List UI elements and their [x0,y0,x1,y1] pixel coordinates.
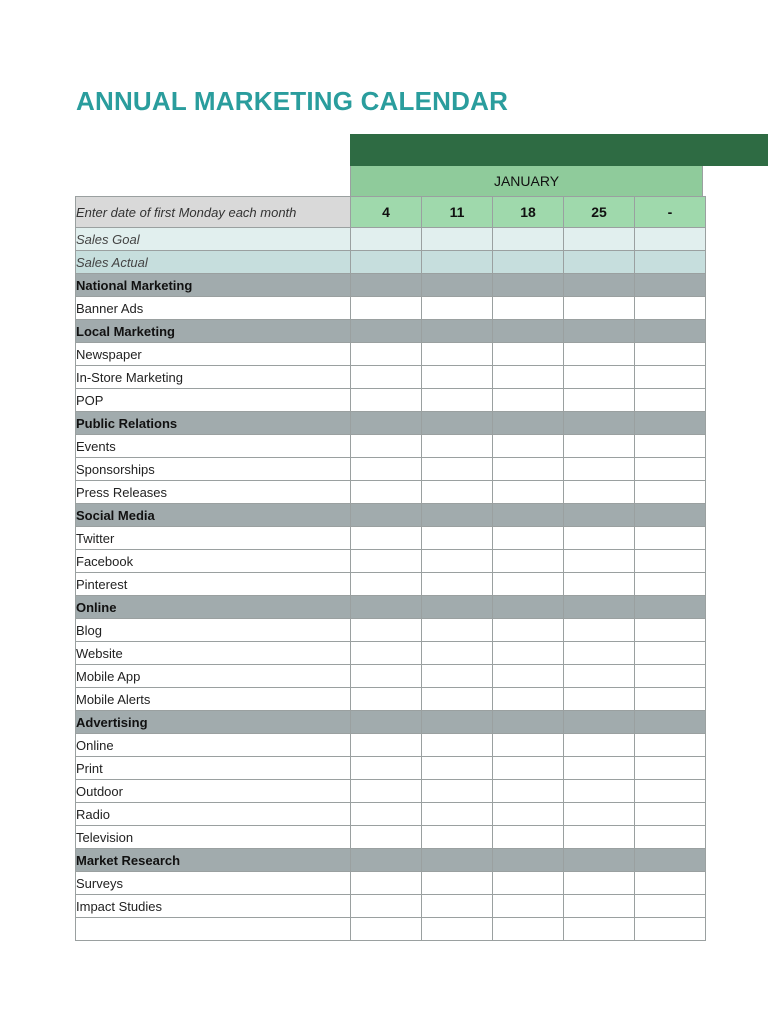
week-cell[interactable] [351,412,422,435]
week-cell[interactable] [635,550,706,573]
table-row [76,665,706,688]
date-cell[interactable]: - [635,197,706,228]
week-cell[interactable] [635,366,706,389]
week-cell[interactable] [493,412,564,435]
week-cell[interactable] [493,274,564,297]
week-cell[interactable] [351,573,422,596]
date-row-label: Enter date of first Monday each month [76,197,351,228]
week-cell[interactable] [351,642,422,665]
section-row [76,274,706,297]
table-row [76,918,706,941]
week-cell[interactable] [564,343,635,366]
page-title: ANNUAL MARKETING CALENDAR [76,86,509,116]
week-cell[interactable] [422,504,493,527]
week-cell[interactable] [493,550,564,573]
week-cell[interactable] [422,849,493,872]
week-cell[interactable] [422,573,493,596]
week-cell[interactable] [351,849,422,872]
week-cell[interactable] [422,320,493,343]
section-row [76,320,706,343]
table-row [76,780,706,803]
week-cell[interactable] [422,918,493,941]
month-header: JANUARY [350,166,703,196]
date-cell[interactable]: 11 [422,197,493,228]
week-cell[interactable] [493,297,564,320]
week-cell[interactable] [422,343,493,366]
week-cell[interactable] [564,527,635,550]
table-row [76,872,706,895]
week-cell[interactable] [635,895,706,918]
table-row [76,550,706,573]
section-row [76,849,706,872]
row-label: POP [76,389,351,412]
week-cell[interactable] [493,895,564,918]
table-row [76,642,706,665]
row-label: Mobile App [76,665,351,688]
section-label: Advertising [76,711,351,734]
row-label: Outdoor [76,780,351,803]
week-cell[interactable] [422,665,493,688]
row-label: Press Releases [76,481,351,504]
week-cell[interactable] [564,780,635,803]
row-label: Mobile Alerts [76,688,351,711]
date-cell[interactable]: 18 [493,197,564,228]
section-label: Online [76,596,351,619]
row-label: Sales Actual [76,251,351,274]
week-cell[interactable] [635,481,706,504]
week-cell[interactable] [564,389,635,412]
week-cell[interactable] [422,688,493,711]
week-cell[interactable] [422,274,493,297]
week-cell[interactable] [351,665,422,688]
week-cell[interactable] [422,895,493,918]
week-cell[interactable] [493,573,564,596]
week-cell[interactable] [635,527,706,550]
week-cell[interactable] [351,504,422,527]
week-cell[interactable] [351,343,422,366]
week-cell[interactable] [422,757,493,780]
section-label: National Marketing [76,274,351,297]
week-cell[interactable] [422,435,493,458]
section-row [76,596,706,619]
table-row [76,803,706,826]
week-cell[interactable] [493,389,564,412]
week-cell[interactable] [635,274,706,297]
row-label: Surveys [76,872,351,895]
week-cell[interactable] [422,458,493,481]
week-cell[interactable] [635,665,706,688]
week-cell[interactable] [422,481,493,504]
row-label: Television [76,826,351,849]
section-label: Public Relations [76,412,351,435]
week-cell[interactable] [351,527,422,550]
week-cell[interactable] [564,619,635,642]
row-label: Blog [76,619,351,642]
week-cell[interactable] [493,435,564,458]
week-cell[interactable] [635,757,706,780]
week-cell[interactable] [635,780,706,803]
week-cell[interactable] [564,228,635,251]
week-cell[interactable] [351,297,422,320]
week-cell[interactable] [635,343,706,366]
week-cell[interactable] [564,872,635,895]
week-cell[interactable] [351,619,422,642]
week-cell[interactable] [351,734,422,757]
week-cell[interactable] [422,412,493,435]
week-cell[interactable] [493,228,564,251]
row-label: Newspaper [76,343,351,366]
week-cell[interactable] [635,688,706,711]
week-cell[interactable] [493,665,564,688]
week-cell[interactable] [351,366,422,389]
week-cell[interactable] [564,435,635,458]
week-cell[interactable] [493,918,564,941]
week-cell[interactable] [422,389,493,412]
table-row [76,481,706,504]
section-label: Local Marketing [76,320,351,343]
week-cell[interactable] [493,251,564,274]
week-cell[interactable] [422,619,493,642]
week-cell[interactable] [422,550,493,573]
week-cell[interactable] [422,642,493,665]
week-cell[interactable] [635,596,706,619]
week-cell[interactable] [564,734,635,757]
week-cell[interactable] [351,481,422,504]
week-cell[interactable] [493,596,564,619]
week-cell[interactable] [493,527,564,550]
row-label: Events [76,435,351,458]
week-cell[interactable] [351,803,422,826]
row-label: Sales Goal [76,228,351,251]
week-cell[interactable] [422,297,493,320]
week-cell[interactable] [351,826,422,849]
row-label: Print [76,757,351,780]
calendar-table [75,196,706,941]
week-cell[interactable] [635,389,706,412]
week-cell[interactable] [564,251,635,274]
section-label: Social Media [76,504,351,527]
week-cell[interactable] [422,734,493,757]
row-label: Pinterest [76,573,351,596]
week-cell[interactable] [493,458,564,481]
row-label: In-Store Marketing [76,366,351,389]
week-cell[interactable] [351,274,422,297]
week-cell[interactable] [351,711,422,734]
week-cell[interactable] [564,366,635,389]
week-cell[interactable] [635,734,706,757]
week-cell[interactable] [493,872,564,895]
week-cell[interactable] [635,228,706,251]
week-cell[interactable] [493,826,564,849]
week-cell[interactable] [351,688,422,711]
week-cell[interactable] [564,803,635,826]
week-cell[interactable] [635,320,706,343]
week-cell[interactable] [564,665,635,688]
actual-row [76,251,706,274]
week-cell[interactable] [564,504,635,527]
week-cell[interactable] [564,826,635,849]
week-cell[interactable] [351,389,422,412]
week-cell[interactable] [564,481,635,504]
week-cell[interactable] [635,803,706,826]
week-cell[interactable] [493,320,564,343]
week-cell[interactable] [635,412,706,435]
week-cell[interactable] [351,895,422,918]
week-cell[interactable] [635,849,706,872]
week-cell[interactable] [564,849,635,872]
table-row [76,734,706,757]
table-row [76,343,706,366]
table-row [76,389,706,412]
week-cell[interactable] [564,688,635,711]
table-row [76,573,706,596]
week-cell[interactable] [351,596,422,619]
week-cell[interactable] [351,320,422,343]
week-cell[interactable] [422,251,493,274]
week-cell[interactable] [422,228,493,251]
week-cell[interactable] [351,550,422,573]
date-cell[interactable]: 4 [351,197,422,228]
week-cell[interactable] [351,251,422,274]
section-row [76,504,706,527]
week-cell[interactable] [493,504,564,527]
row-label [76,918,351,941]
table-row [76,895,706,918]
week-cell[interactable] [635,826,706,849]
week-cell[interactable] [635,642,706,665]
week-cell[interactable] [351,458,422,481]
week-cell[interactable] [422,826,493,849]
week-cell[interactable] [493,481,564,504]
date-cell[interactable]: 25 [564,197,635,228]
week-cell[interactable] [351,918,422,941]
week-cell[interactable] [493,688,564,711]
week-cell[interactable] [564,550,635,573]
week-cell[interactable] [564,274,635,297]
week-cell[interactable] [564,642,635,665]
week-cell[interactable] [422,872,493,895]
week-cell[interactable] [635,619,706,642]
row-label: Facebook [76,550,351,573]
week-cell[interactable] [564,895,635,918]
week-cell[interactable] [635,297,706,320]
table-row [76,688,706,711]
table-row [76,366,706,389]
row-label: Impact Studies [76,895,351,918]
week-cell[interactable] [635,872,706,895]
section-row [76,412,706,435]
table-row [76,435,706,458]
week-cell[interactable] [493,734,564,757]
week-cell[interactable] [493,711,564,734]
week-cell[interactable] [422,596,493,619]
week-cell[interactable] [422,527,493,550]
week-cell[interactable] [351,757,422,780]
row-label: Sponsorships [76,458,351,481]
week-cell[interactable] [422,711,493,734]
row-label: Radio [76,803,351,826]
week-cell[interactable] [635,458,706,481]
week-cell[interactable] [564,320,635,343]
week-cell[interactable] [493,619,564,642]
table-row [76,527,706,550]
table-row [76,458,706,481]
week-cell[interactable] [635,435,706,458]
row-label: Online [76,734,351,757]
week-cell[interactable] [422,780,493,803]
date-row [76,197,706,228]
section-label: Market Research [76,849,351,872]
week-cell[interactable] [564,297,635,320]
table-row [76,826,706,849]
week-cell[interactable] [493,849,564,872]
table-row [76,297,706,320]
week-cell[interactable] [493,642,564,665]
week-cell[interactable] [422,803,493,826]
week-cell[interactable] [493,780,564,803]
row-label: Website [76,642,351,665]
week-cell[interactable] [564,711,635,734]
week-cell[interactable] [635,711,706,734]
week-cell[interactable] [351,435,422,458]
section-row [76,711,706,734]
week-cell[interactable] [564,918,635,941]
week-cell[interactable] [351,872,422,895]
week-cell[interactable] [564,573,635,596]
week-cell[interactable] [564,596,635,619]
header-green-bar [350,134,768,166]
week-cell[interactable] [351,780,422,803]
week-cell[interactable] [422,366,493,389]
row-label: Banner Ads [76,297,351,320]
row-label: Twitter [76,527,351,550]
week-cell[interactable] [635,573,706,596]
table-row [76,619,706,642]
week-cell[interactable] [635,251,706,274]
goal-row [76,228,706,251]
table-row [76,757,706,780]
week-cell[interactable] [493,366,564,389]
week-cell[interactable] [493,343,564,366]
week-cell[interactable] [564,757,635,780]
week-cell[interactable] [351,228,422,251]
week-cell[interactable] [635,918,706,941]
week-cell[interactable] [493,757,564,780]
week-cell[interactable] [493,803,564,826]
week-cell[interactable] [635,504,706,527]
week-cell[interactable] [564,458,635,481]
week-cell[interactable] [564,412,635,435]
